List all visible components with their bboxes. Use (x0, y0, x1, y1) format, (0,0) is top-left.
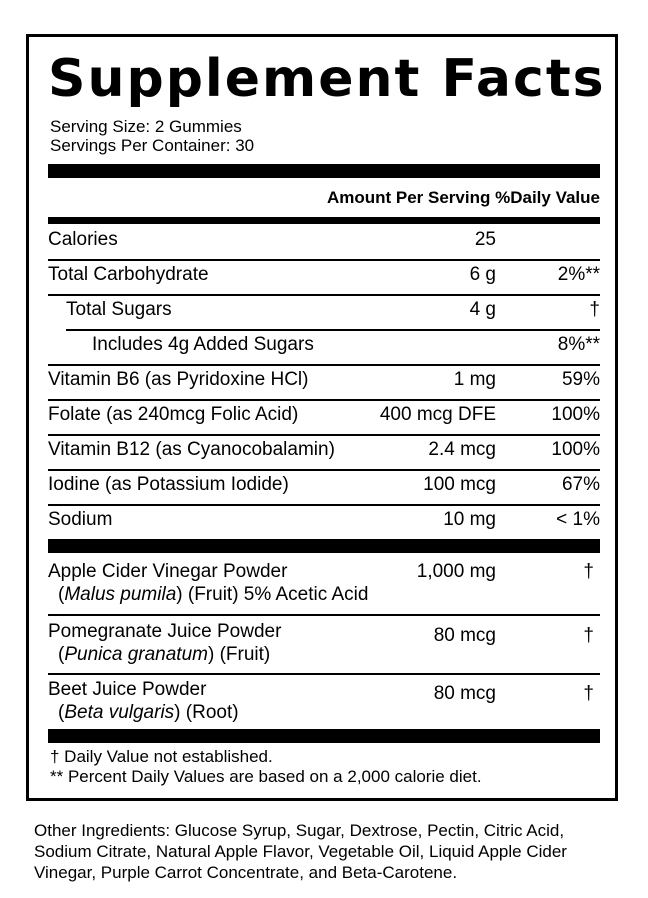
botanical-dv: † (583, 625, 594, 646)
botanical-name: Pomegranate Juice Powder (48, 621, 282, 642)
nutrient-dv: 8%** (557, 334, 600, 355)
nutrient-amount: 4 g (469, 299, 496, 320)
nutrient-name: Total Carbohydrate (48, 264, 209, 285)
nutrient-amount: 400 mcg DFE (379, 404, 496, 425)
nutrient-dv: 100% (551, 439, 600, 460)
botanical-amount: 1,000 mg (416, 561, 496, 582)
botanical-detail: (Root) (185, 702, 239, 723)
latin-name: Beta vulgaris (64, 702, 175, 723)
nutrient-name: Total Sugars (66, 299, 172, 320)
header-dv: %Daily Value (495, 188, 600, 207)
botanical-amount: 80 mcg (433, 683, 496, 704)
nutrient-dv: † (589, 299, 600, 320)
nutrient-dv: < 1% (556, 509, 600, 530)
row-divider (48, 294, 600, 296)
servings-per-container: Servings Per Container: 30 (50, 136, 255, 155)
nutrient-amount: 10 mg (443, 509, 496, 530)
serving-info (50, 117, 254, 155)
botanical-source: (Punica granatum) (Fruit) (58, 644, 271, 665)
nutrient-amount: 25 (474, 229, 496, 250)
row-divider (48, 469, 600, 471)
nutrient-name: Sodium (48, 509, 113, 530)
nutrient-name: Folate (as 240mcg Folic Acid) (48, 404, 299, 425)
row-divider (48, 364, 600, 366)
botanical-detail: (Fruit) 5% Acetic Acid (187, 584, 369, 605)
header-amount: Amount Per Serving (326, 188, 491, 207)
middle-thick-rule (48, 539, 600, 553)
nutrient-name: Iodine (as Potassium Iodide) (48, 474, 289, 495)
row-divider (66, 329, 600, 331)
nutrient-name: Includes 4g Added Sugars (92, 334, 314, 355)
botanical-name: Apple Cider Vinegar Powder (48, 561, 288, 582)
nutrient-amount: 6 g (469, 264, 496, 285)
supplement-facts-panel (26, 34, 618, 801)
row-divider (48, 614, 600, 616)
nutrient-dv: 67% (561, 474, 600, 495)
nutrient-amount: 100 mcg (423, 474, 496, 495)
row-divider (48, 259, 600, 261)
panel-title: Supplement Facts (48, 49, 606, 109)
latin-name: Malus pumila (64, 584, 177, 605)
nutrient-dv: 100% (551, 404, 600, 425)
footnotes (50, 747, 482, 787)
nutrient-amount: 2.4 mcg (428, 439, 496, 460)
nutrient-amount: 1 mg (453, 369, 496, 390)
botanical-name: Beet Juice Powder (48, 679, 207, 700)
footnote-percent-dv: ** Percent Daily Values are based on a 2,000 calorie diet. (50, 767, 482, 786)
nutrient-name: Calories (48, 229, 118, 250)
botanical-source: (Malus pumila) (Fruit) 5% Acetic Acid (58, 584, 369, 605)
nutrient-dv: 59% (561, 369, 600, 390)
latin-name: Punica granatum (64, 644, 208, 665)
botanical-amount: 80 mcg (433, 625, 496, 646)
row-divider (48, 399, 600, 401)
row-divider (48, 434, 600, 436)
botanical-detail: (Fruit) (219, 644, 271, 665)
other-ingredients: Other Ingredients: Glucose Syrup, Sugar, Dextrose, Pectin, Citric Acid, Sodium Citrate, Natural Apple Flavor, Vegetable Oil, Liquid Apple Cider Vinegar, Purple Carrot Concentrate, and Beta-Carotene. (34, 821, 567, 882)
header-rule (48, 217, 600, 224)
row-divider (48, 504, 600, 506)
botanical-source: (Beta vulgaris) (Root) (58, 702, 239, 723)
serving-size: Serving Size: 2 Gummies (50, 117, 242, 136)
panel-content (48, 37, 606, 798)
nutrient-name: Vitamin B12 (as Cyanocobalamin) (48, 439, 335, 460)
botanical-dv: † (583, 561, 594, 582)
column-header (327, 188, 600, 208)
bottom-thick-rule (48, 729, 600, 743)
row-divider (48, 673, 600, 675)
nutrient-dv: 2%** (557, 264, 600, 285)
top-thick-rule (48, 164, 600, 178)
nutrient-name: Vitamin B6 (as Pyridoxine HCl) (48, 369, 309, 390)
footnote-dagger: † Daily Value not established. (50, 747, 273, 766)
botanical-dv: † (583, 683, 594, 704)
